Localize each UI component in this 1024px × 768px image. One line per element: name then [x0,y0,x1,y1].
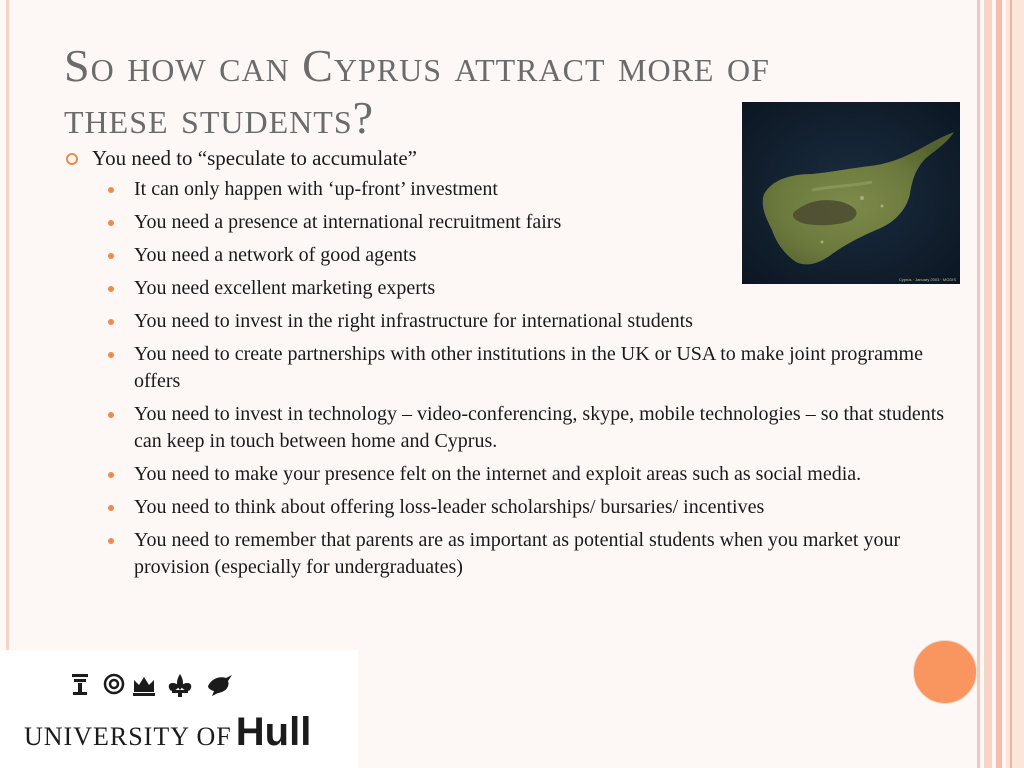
slide-body [64,144,974,587]
decorative-stripe [977,0,980,768]
bullet-dot-icon [108,412,114,418]
list-item [64,527,974,581]
list-item [64,494,974,521]
university-logo [0,650,358,768]
list-item-text: You need to make your presence felt on the internet and exploit areas such as social media. [134,463,862,485]
decorative-stripe [1010,0,1012,768]
list-item [64,242,974,269]
map-caption: Cyprus · January 2003 · MODIS [898,277,956,282]
bullet-dot-icon [108,253,114,259]
list-item-text: You need a network of good agents [134,244,417,266]
slide-title-line2: these students? [64,92,375,143]
list-item-text: You need to remember that parents are as important as potential students when you market your provision (especially for undergraduates) [134,529,901,578]
list-item-text: You need to invest in technology – video-conferencing, skype, mobile technologies – so that students can keep in touch between home and Cyprus. [134,403,945,452]
university-name [24,710,311,755]
bullet-dot-icon [108,220,114,226]
list-item [64,341,974,395]
list-item [64,209,974,236]
list-item [64,275,974,302]
logo-text-small: UNIVERSITY OF [24,722,232,751]
bullet-dot-icon [108,352,114,358]
main-bullet [64,144,974,172]
decorative-stripe [996,0,1002,768]
bullet-dot-icon [108,286,114,292]
hollow-circle-bullet-icon [66,153,78,165]
university-crest-icons [68,672,268,698]
bullet-dot-icon [108,187,114,193]
left-border-line [6,0,9,650]
list-item [64,176,974,203]
list-item-text: It can only happen with ‘up-front’ investment [134,178,498,200]
main-bullet-text: You need to “speculate to accumulate” [92,146,417,170]
logo-text-big: Hull [235,710,312,754]
bullet-dot-icon [108,319,114,325]
decorative-stripe [984,0,992,768]
list-item [64,461,974,488]
list-item [64,401,974,455]
decorative-circle [913,640,977,704]
list-item-text: You need to create partnerships with other institutions in the UK or USA to make joint programme offers [134,343,923,392]
decorative-stripe [1006,0,1024,768]
bullet-dot-icon [108,538,114,544]
slide-title-line1: So how can Cyprus attract more of [64,40,770,91]
list-item-text: You need excellent marketing experts [134,277,436,299]
sub-bullet-list [64,176,974,581]
list-item [64,308,974,335]
bullet-dot-icon [108,505,114,511]
list-item-text: You need to think about offering loss-leader scholarships/ bursaries/ incentives [134,496,765,518]
list-item-text: You need to invest in the right infrastructure for international students [134,310,693,332]
list-item-text: You need a presence at international recruitment fairs [134,211,562,233]
bullet-dot-icon [108,472,114,478]
